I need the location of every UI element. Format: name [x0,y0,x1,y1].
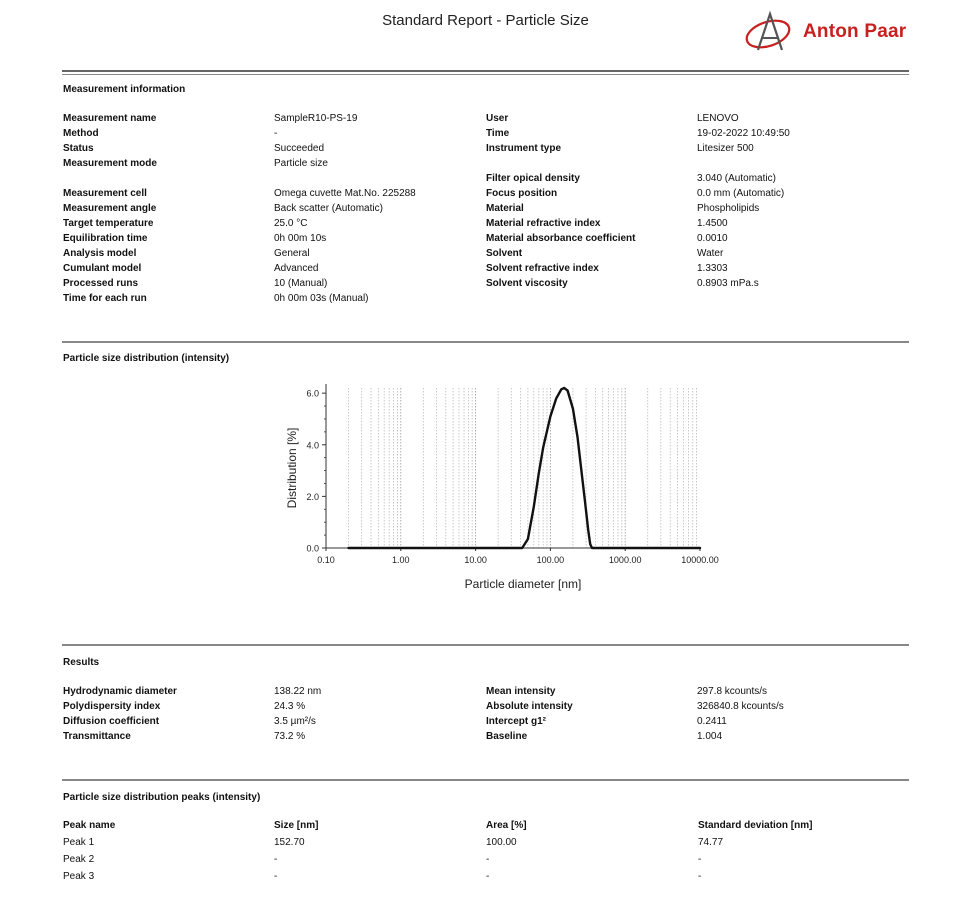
info-row [63,111,463,126]
info-label: Solvent refractive index [486,263,599,274]
info-label: Material absorbance coefficient [486,233,636,244]
info-label: Instrument type [486,143,562,154]
y-tick-label: 2.0 [306,491,319,502]
brand-name: Anton Paar [803,21,907,42]
y-axis-label: Distribution [%] [285,427,299,509]
info-label: Measurement angle [63,203,157,214]
x-tick-label: 10.00 [464,555,487,565]
info-row [63,261,463,276]
column-header: Standard deviation [nm] [698,820,813,831]
results-left [63,684,463,744]
info-label: Time [486,128,510,139]
info-value: 24.3 % [274,701,306,712]
particle-size-chart [270,380,730,600]
info-value: SampleR10-PS-19 [274,113,358,124]
peaks-table [63,820,913,888]
info-label: Processed runs [63,278,139,289]
x-tick-label: 100.00 [536,555,565,565]
info-row [63,141,463,156]
info-value: 3.5 µm²/s [274,716,316,727]
info-label: Transmittance [63,731,131,742]
info-value: 0.0 mm (Automatic) [697,188,785,199]
x-tick-label: 1000.00 [608,555,642,565]
header-divider [62,70,909,75]
info-label: Filter opical density [486,173,580,184]
info-row [63,684,463,699]
info-value: 3.040 (Automatic) [697,173,776,184]
info-row [63,276,463,291]
info-value: 0.0010 [697,233,728,244]
info-label: Material [486,203,524,214]
info-label: Status [63,143,94,154]
table-cell: Peak 1 [63,837,95,848]
table-cell: - [274,871,278,882]
info-row [486,186,906,201]
info-row [486,714,906,729]
info-value: 73.2 % [274,731,306,742]
info-row [63,729,463,744]
info-row [486,201,906,216]
results-heading: Results [63,657,100,668]
info-row [63,291,463,306]
info-row [486,246,906,261]
table-cell: - [274,854,278,865]
info-label: Mean intensity [486,686,556,697]
info-label: Time for each run [63,293,147,304]
info-row [63,156,463,171]
table-cell: 100.00 [486,837,517,848]
info-row [486,141,906,156]
section-divider [62,779,909,781]
info-value: Particle size [274,158,328,169]
table-cell: - [486,854,490,865]
info-label: Intercept g1² [486,716,547,727]
section-divider [62,644,909,646]
info-value: 25.0 °C [274,218,308,229]
info-value: 1.004 [697,731,723,742]
table-cell: Peak 2 [63,854,95,865]
info-row [63,171,463,186]
info-row [63,699,463,714]
info-value: 1.3303 [697,263,728,274]
distribution-series-line [349,388,701,548]
measurement-info-heading: Measurement information [63,84,186,95]
info-value: 0.8903 mPa.s [697,278,759,289]
info-label: Hydrodynamic diameter [63,686,177,697]
column-header: Peak name [63,820,116,831]
info-value: 10 (Manual) [274,278,328,289]
table-row [63,854,913,871]
info-value: 0.2411 [697,716,727,727]
info-row [63,231,463,246]
table-cell: Peak 3 [63,871,95,882]
info-value: Succeeded [274,143,325,154]
info-value: Phospholipids [697,203,760,214]
measurement-info-right [486,111,906,291]
info-label: Measurement mode [63,158,157,169]
info-label: Cumulant model [63,263,142,274]
info-value: 0h 00m 03s (Manual) [274,293,369,304]
report-title: Standard Report - Particle Size [382,12,589,29]
peaks-header-row [63,820,913,837]
info-row [486,276,906,291]
table-row [63,837,913,854]
y-tick-label: 0.0 [306,543,319,554]
info-value: 138.22 nm [274,686,322,697]
info-label: Measurement cell [63,188,147,199]
info-label: Analysis model [63,248,137,259]
info-value: - [274,128,278,139]
section-divider [62,341,909,343]
info-row [63,216,463,231]
results-right [486,684,906,744]
info-row [63,126,463,141]
table-cell: 152.70 [274,837,305,848]
info-row [63,246,463,261]
info-value: Back scatter (Automatic) [274,203,383,214]
info-value: 0h 00m 10s [274,233,327,244]
info-row [486,111,906,126]
x-tick-label: 10000.00 [681,555,719,565]
measurement-info-left [63,111,463,306]
info-label: Diffusion coefficient [63,716,160,727]
info-row [63,186,463,201]
info-value: LENOVO [697,113,739,124]
info-label: Target temperature [63,218,154,229]
info-value: Water [697,248,724,259]
info-value: 19-02-2022 10:49:50 [697,128,790,139]
info-label: Focus position [486,188,558,199]
column-header: Size [nm] [274,820,319,831]
info-label: Solvent viscosity [486,278,568,289]
table-cell: - [698,871,702,882]
x-tick-label: 1.00 [392,555,410,565]
table-cell: 74.77 [698,837,724,848]
info-row [63,714,463,729]
y-tick-label: 6.0 [306,388,319,399]
info-value: Litesizer 500 [697,143,754,154]
info-label: Solvent [486,248,523,259]
info-value: 297.8 kcounts/s [697,686,768,697]
info-row [486,126,906,141]
distribution-heading: Particle size distribution (intensity) [63,353,230,364]
info-row [486,156,906,171]
info-label: Baseline [486,731,528,742]
info-label: Equilibration time [63,233,148,244]
table-row [63,871,913,888]
info-row [63,201,463,216]
x-axis-label: Particle diameter [nm] [464,577,582,591]
x-tick-label: 0.10 [317,555,335,565]
info-row [486,729,906,744]
info-label: Polydispersity index [63,701,161,712]
info-row [486,171,906,186]
info-value: 1.4500 [697,218,728,229]
info-label: Material refractive index [486,218,601,229]
table-cell: - [698,854,702,865]
info-value: Advanced [274,263,319,274]
info-label: Absolute intensity [486,701,573,712]
info-row [486,261,906,276]
info-row [486,216,906,231]
info-row [486,684,906,699]
column-header: Area [%] [486,820,527,831]
table-cell: - [486,871,490,882]
info-label: Method [63,128,99,139]
info-value: General [274,248,310,259]
info-value: 326840.8 kcounts/s [697,701,784,712]
peaks-heading: Particle size distribution peaks (intensity) [63,792,261,803]
info-row [486,699,906,714]
y-tick-label: 4.0 [306,440,319,451]
info-label: Measurement name [63,113,157,124]
info-label: User [486,113,509,124]
info-value: Omega cuvette Mat.No. 225288 [274,188,416,199]
info-row [486,231,906,246]
